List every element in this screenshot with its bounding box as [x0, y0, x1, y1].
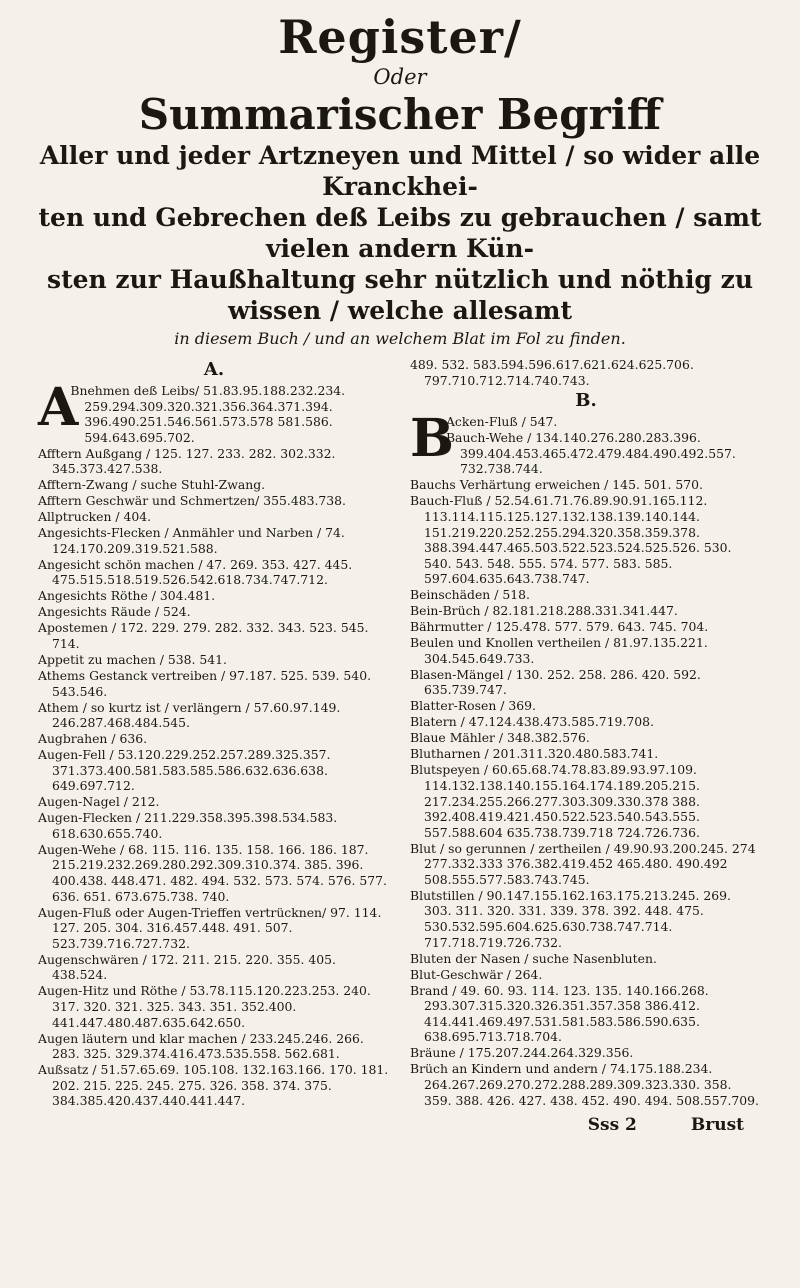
index-entry — [38, 668, 390, 699]
entry-text: Allptrucken / 404. — [38, 509, 152, 525]
entry-text: Afftern Geschwär und Schmertzen/ 355.483.738. — [38, 493, 346, 509]
entry-text: Athem / so kurtz ist / verlängern / 57.60.97.149. 246.287.468.484.545. — [38, 699, 341, 731]
index-entry — [410, 587, 762, 603]
entry-text: Bluten der Nasen / suche Nasenbluten. — [410, 950, 657, 966]
index-entry — [410, 635, 762, 666]
index-entry — [410, 888, 762, 950]
index-entry — [38, 493, 390, 509]
title-line-2: ten und Gebrechen deß Leibs zu gebrauchen / samt vielen andern Kün- — [38, 203, 762, 263]
entry-text: Acken-Fluß / 547. — [445, 414, 558, 430]
entry-text: Angesicht schön machen / 47. 269. 353. 427. 445. 475.515.518.519.526.542.618.734.747.712. — [38, 556, 353, 588]
entry-text: Augen-Fluß oder Augen-Trieffen vertrücknen/ 97. 114. 127. 205. 304. 316.457.448. 491. 507. 523.739.716.727.732. — [38, 904, 382, 951]
index-entry — [38, 1031, 390, 1062]
index-entry — [410, 1045, 762, 1061]
entry-text: Blatern / 47.124.438.473.585.719.708. — [410, 714, 654, 730]
entry-text: Augen läutern und klar machen / 233.245.246. 266. 283. 325. 329.374.416.473.535.558. 562.681. — [38, 1030, 364, 1062]
entry-text: Bauch-Wehe / 134.140.276.280.283.396. 399.404.453.465.472.479.484.490.492.557. 732.738.744. — [445, 430, 736, 477]
index-entry — [38, 588, 390, 604]
entry-text: Angesichts Röthe / 304.481. — [38, 588, 216, 604]
entry-text: Angesichts-Flecken / Anmähler und Narben / 74. 124.170.209.319.521.588. — [38, 525, 345, 556]
index-entry — [38, 377, 390, 445]
entry-text: Blutspeyen / 60.65.68.74.78.83.89.93.97.109. 114.132.138.140.155.164.174.189.205.215. 217.234.255.266.277.303.309.330.378 388. 392.408.419.421.450.522.523.540.543.555. 557.588.604 635.738.739.718 724.726.736. — [410, 762, 700, 840]
register-title: Register/ — [278, 10, 522, 64]
index-columns — [38, 357, 762, 1109]
index-entry — [38, 620, 390, 651]
drop-initial: B — [410, 408, 454, 470]
index-entry — [410, 714, 762, 730]
entry-text: Blasen-Mängel / 130. 252. 258. 286. 420. 592. 635.739.747. — [410, 666, 701, 698]
index-entry — [38, 905, 390, 952]
index-entry — [38, 983, 390, 1030]
index-entry — [410, 619, 762, 635]
catchword: Brust — [690, 1115, 744, 1136]
entry-text: Athems Gestanck vertreiben / 97.187. 525. 539. 540. 543.546. — [38, 667, 372, 699]
entry-text: Augen-Fell / 53.120.229.252.257.289.325.357. 371.373.400.581.583.585.586.632.636.638. 649.697.712. — [38, 747, 331, 794]
index-entry — [38, 446, 390, 477]
index-entry — [38, 557, 390, 588]
index-entry — [38, 652, 390, 668]
title-block — [38, 10, 762, 349]
index-entry — [410, 667, 762, 698]
index-entry — [38, 525, 390, 556]
index-entry — [38, 794, 390, 810]
index-entry — [410, 603, 762, 619]
left-column — [38, 357, 390, 1109]
index-entry — [38, 810, 390, 841]
entry-text: Brüch an Kindern und andern / 74.175.188.234. 264.267.269.270.272.288.289.309.323.330. 358. 359. 388. 426. 427. 438. 452. 490. 494. 508.557.709. — [410, 1061, 759, 1108]
summary-title: Summarischer Begriff — [138, 90, 662, 139]
entry-text: Beulen und Knollen vertheilen / 81.97.135.221. 304.545.649.733. — [410, 635, 708, 666]
section-letter-b: B. — [575, 390, 597, 412]
section-letter-a: A. — [203, 359, 225, 380]
entry-text: Apostemen / 172. 229. 279. 282. 332. 343. 523. 545. 714. — [38, 620, 369, 652]
entry-text: Augbrahen / 636. — [38, 731, 148, 747]
entry-text: Augen-Flecken / 211.229.358.395.398.534.583. 618.630.655.740. — [38, 810, 338, 841]
entry-text: Bräune / 175.207.244.264.329.356. — [410, 1045, 634, 1061]
index-entry — [410, 762, 762, 840]
entry-text: Augen-Nagel / 212. — [38, 794, 160, 810]
entry-text: Afftern-Zwang / suche Stuhl-Zwang. — [38, 477, 266, 493]
index-entry — [410, 493, 762, 587]
entry-text: Blaue Mähler / 348.382.576. — [410, 730, 590, 746]
entry-text: Afftern Außgang / 125. 127. 233. 282. 302.332. 345.373.427.538. — [38, 445, 336, 477]
entry-text: Bein-Brüch / 82.181.218.288.331.341.447. — [410, 603, 678, 619]
index-entry — [38, 731, 390, 747]
entry-text: Bährmutter / 125.478. 577. 579. 643. 745. 704. — [410, 619, 709, 635]
entry-text: Brand / 49. 60. 93. 114. 123. 135. 140.166.268. 293.307.315.320.326.351.357.358 386.412. 414.441.469.497.531.581.583.586.590.635. 638.695.713.718.704. — [410, 982, 709, 1045]
index-entry — [410, 477, 762, 493]
continued-entry: 489. 532. 583.594.596.617.621.624.625.706. 797.710.712.714.740.743. — [410, 357, 694, 388]
signature-mark: Sss 2 — [587, 1115, 637, 1136]
entry-text: Blutharnen / 201.311.320.480.583.741. — [410, 746, 659, 762]
entry-text: Augen-Wehe / 68. 115. 116. 135. 158. 166. 186. 187. 215.219.232.269.280.292.309.310.374. 385. 396. 400.438. 448.471. 482. 494. 532. 573. 574. 576. 577. 636. 651. 673.675.738. 740. — [38, 841, 387, 904]
entry-text: Bauch-Fluß / 52.54.61.71.76.89.90.91.165.112. 113.114.115.125.127.132.138.139.140.144. 151.219.220.252.255.294.320.358.359.378. 388.394.447.465.503.522.523.524.525.526. 530. 540. 543. 548. 555. 574. 577. 583. 585. 597.604.635.643.738.747. — [410, 493, 732, 587]
index-entry — [410, 983, 762, 1045]
index-entry — [410, 730, 762, 746]
entry-text: Blatter-Rosen / 369. — [410, 698, 536, 714]
entry-text: Augen-Hitz und Röthe / 53.78.115.120.223.253. 240. 317. 320. 321. 325. 343. 351. 352.400. 441.447.480.487.635.642.650. — [38, 983, 371, 1030]
index-entry — [410, 746, 762, 762]
entry-text: Blutstillen / 90.147.155.162.163.175.213.245. 269. 303. 311. 320. 331. 339. 378. 392. 448. 475. 530.532.595.604.625.630.738.747.714. 717.718.719.726.732. — [410, 887, 731, 950]
page-footer — [38, 1115, 762, 1135]
index-entry — [410, 430, 762, 477]
index-entry — [38, 1062, 390, 1109]
right-column — [410, 357, 762, 1109]
subtitle-oder: Oder — [373, 65, 427, 89]
index-entry — [38, 747, 390, 794]
title-line-1: Aller und jeder Artzneyen und Mittel / so wider alle Kranckhei- — [39, 141, 761, 201]
entry-text: Beinschäden / 518. — [410, 587, 530, 603]
index-entry — [38, 952, 390, 983]
entry-text: Appetit zu machen / 538. 541. — [38, 652, 227, 667]
index-entry — [410, 698, 762, 714]
entry-text: Außsatz / 51.57.65.69. 105.108. 132.163.166. 170. 181. 202. 215. 225. 245. 275. 326. 358. 374. 375. 384.385.420.437.440.441.447. — [38, 1062, 389, 1109]
index-entry — [38, 509, 390, 525]
index-entry — [38, 477, 390, 493]
title-line-4: in diesem Buch / und an welchem Blat im Fol zu finden. — [174, 329, 626, 348]
index-entry — [410, 951, 762, 967]
index-entry — [38, 700, 390, 731]
drop-initial: A — [38, 377, 79, 438]
entry-text: Augenschwären / 172. 211. 215. 220. 355. 405. 438.524. — [38, 951, 336, 983]
entry-text: Bauchs Verhärtung erweichen / 145. 501. 570. — [410, 477, 703, 493]
entry-text: Blut / so gerunnen / zertheilen / 49.90.93.200.245. 274 277.332.333 376.382.419.452 465.480. 490.492 508.555.577.583.743.745. — [410, 840, 756, 887]
index-entry — [38, 842, 390, 904]
index-entry — [38, 604, 390, 620]
index-entry — [410, 967, 762, 983]
entry-text: Bnehmen deß Leibs/ 51.83.95.188.232.234. 259.294.309.320.321.356.364.371.394. 396.490.251.546.561.573.578 581.586. 594.643.695.702. — [70, 383, 346, 445]
entry-text: Blut-Geschwär / 264. — [410, 966, 543, 982]
index-entry — [410, 1061, 762, 1108]
entry-text: Angesichts Räude / 524. — [38, 604, 191, 620]
title-line-3: sten zur Haußhaltung sehr nützlich und nöthig zu wissen / welche allesamt — [47, 265, 753, 325]
index-entry — [410, 841, 762, 888]
